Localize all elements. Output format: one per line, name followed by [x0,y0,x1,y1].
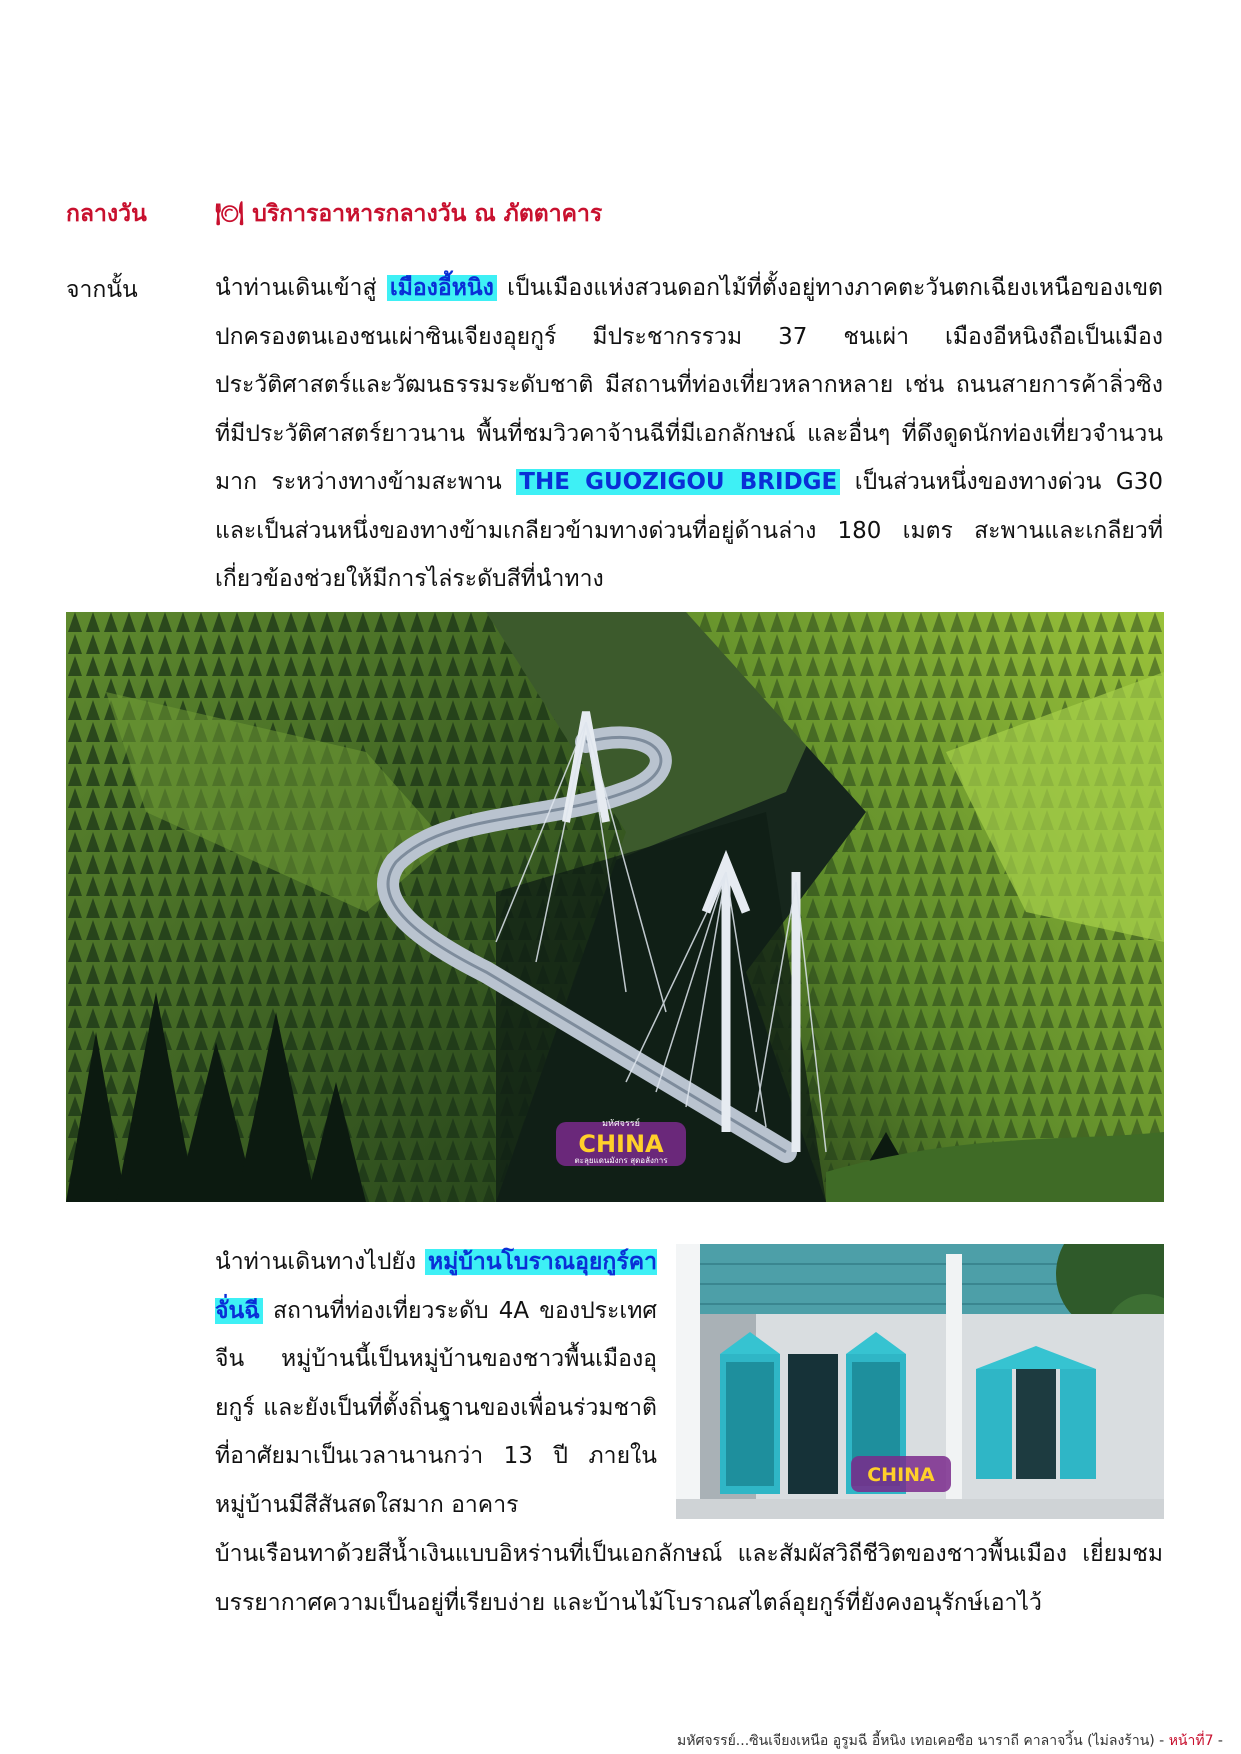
page-footer [677,1730,1223,1752]
paragraph-village-continued: บ้านเรือนทาด้วยสีน้ำเงินแบบอิหร่านที่เป็นเอกลักษณ์ และสัมผัสวิถีชีวิตของชาวพื้นเมือง เยี่ยมชมบรรยากาศความเป็นอยู่ที่เรียบง่าย และบ้านไม้โบราณสไตล์อุยกูร์ที่ยังคงอนุรักษ์เอาไว้ [215,1541,1163,1616]
logo-tag-top: มหัศจรรย์ [602,1119,640,1129]
footer-end: - [1213,1733,1223,1749]
china-logo-small [851,1456,951,1492]
p1-text-a: นำท่านเดินเข้าสู่ [215,275,387,301]
lunch-label: กลางวัน [66,201,147,227]
highlight-guozigou-bridge: THE GUOZIGOU BRIDGE [516,469,840,495]
paragraph-village [215,1238,657,1529]
highlight-kazanqi-village: หมู่บ้านโบราณอุยกูร์คาจั่นฉี [215,1249,657,1324]
footer-text: มหัศจรรย์...ซินเจียงเหนือ อูรูมฉี อี้หนิง เทอเคอซือ นาราถี คาลาจวิ้น (ไม่ลงร้าน) - [677,1733,1169,1749]
lunch-text [215,196,602,232]
p2-text-a: นำท่านเดินทางไปยัง [215,1249,425,1275]
logo-tag-bottom: ตะลุยแดนมังกร สุดอลังการ [574,1156,668,1165]
paragraph-yining [215,264,1163,604]
china-logo [556,1117,686,1166]
then-label: จากนั้น [66,277,138,303]
highlight-yining: เมืองอี้หนิง [387,275,497,301]
bridge-photo [66,612,1164,1202]
p1-text-b: เป็นเมืองแห่งสวนดอกไม้ที่ตั้งอยู่ทางภาคตะวันตกเฉียงเหนือของเขตปกครองตนเองชนเผ่าซินเจียงอุยกูร์ มีประชากรรวม 37 ชนเผ่า เมืองอีหนิงถือเป็นเมืองประวัติศาสตร์และวัฒนธรรมระดับชาติ มีสถานที่ท่องเที่ยวหลากหลาย เช่น ถนนสายการค้าลิ่วซิงที่มีประวัติศาสตร์ยาวนาน พื้นที่ชมวิวคาจ้านฉีที่มีเอกลักษณ์ และอื่นๆ ที่ดึงดูดนักท่องเที่ยวจำนวนมาก ระหว่างทางข้ามสะพาน [215,275,1163,495]
logo-text-small: CHINA [867,1464,935,1486]
dining-icon: 🍽︎ [215,201,253,227]
logo-text: CHINA [578,1130,664,1158]
p1-text-c: เป็นส่วนหนึ่งของทางด่วน G30 และเป็นส่วนหนึ่งของทางข้ามเกลียวข้ามทางด่วนที่อยู่ด้านล่าง 180 เมตร สะพานและเกลียวที่เกี่ยวข้องช่วยให้มีการไล่ระดับสีที่นำทาง [215,469,1163,592]
page-number: หน้าที่7 [1168,1733,1214,1749]
village-house-photo [676,1244,1164,1519]
lunch-description: บริการอาหารกลางวัน ณ ภัตตาคาร [252,201,603,227]
p2-text-b: สถานที่ท่องเที่ยวระดับ 4A ของประเทศจีน หมู่บ้านนี้เป็นหมู่บ้านของชาวพื้นเมืองอุยกูร์ และยังเป็นที่ตั้งถิ่นฐานของเพื่อนร่วมชาติที่อาศัยมาเป็นเวลานานกว่า 13 ปี ภายในหมู่บ้านมีสีสันสดใสมาก อาคาร [215,1297,657,1518]
